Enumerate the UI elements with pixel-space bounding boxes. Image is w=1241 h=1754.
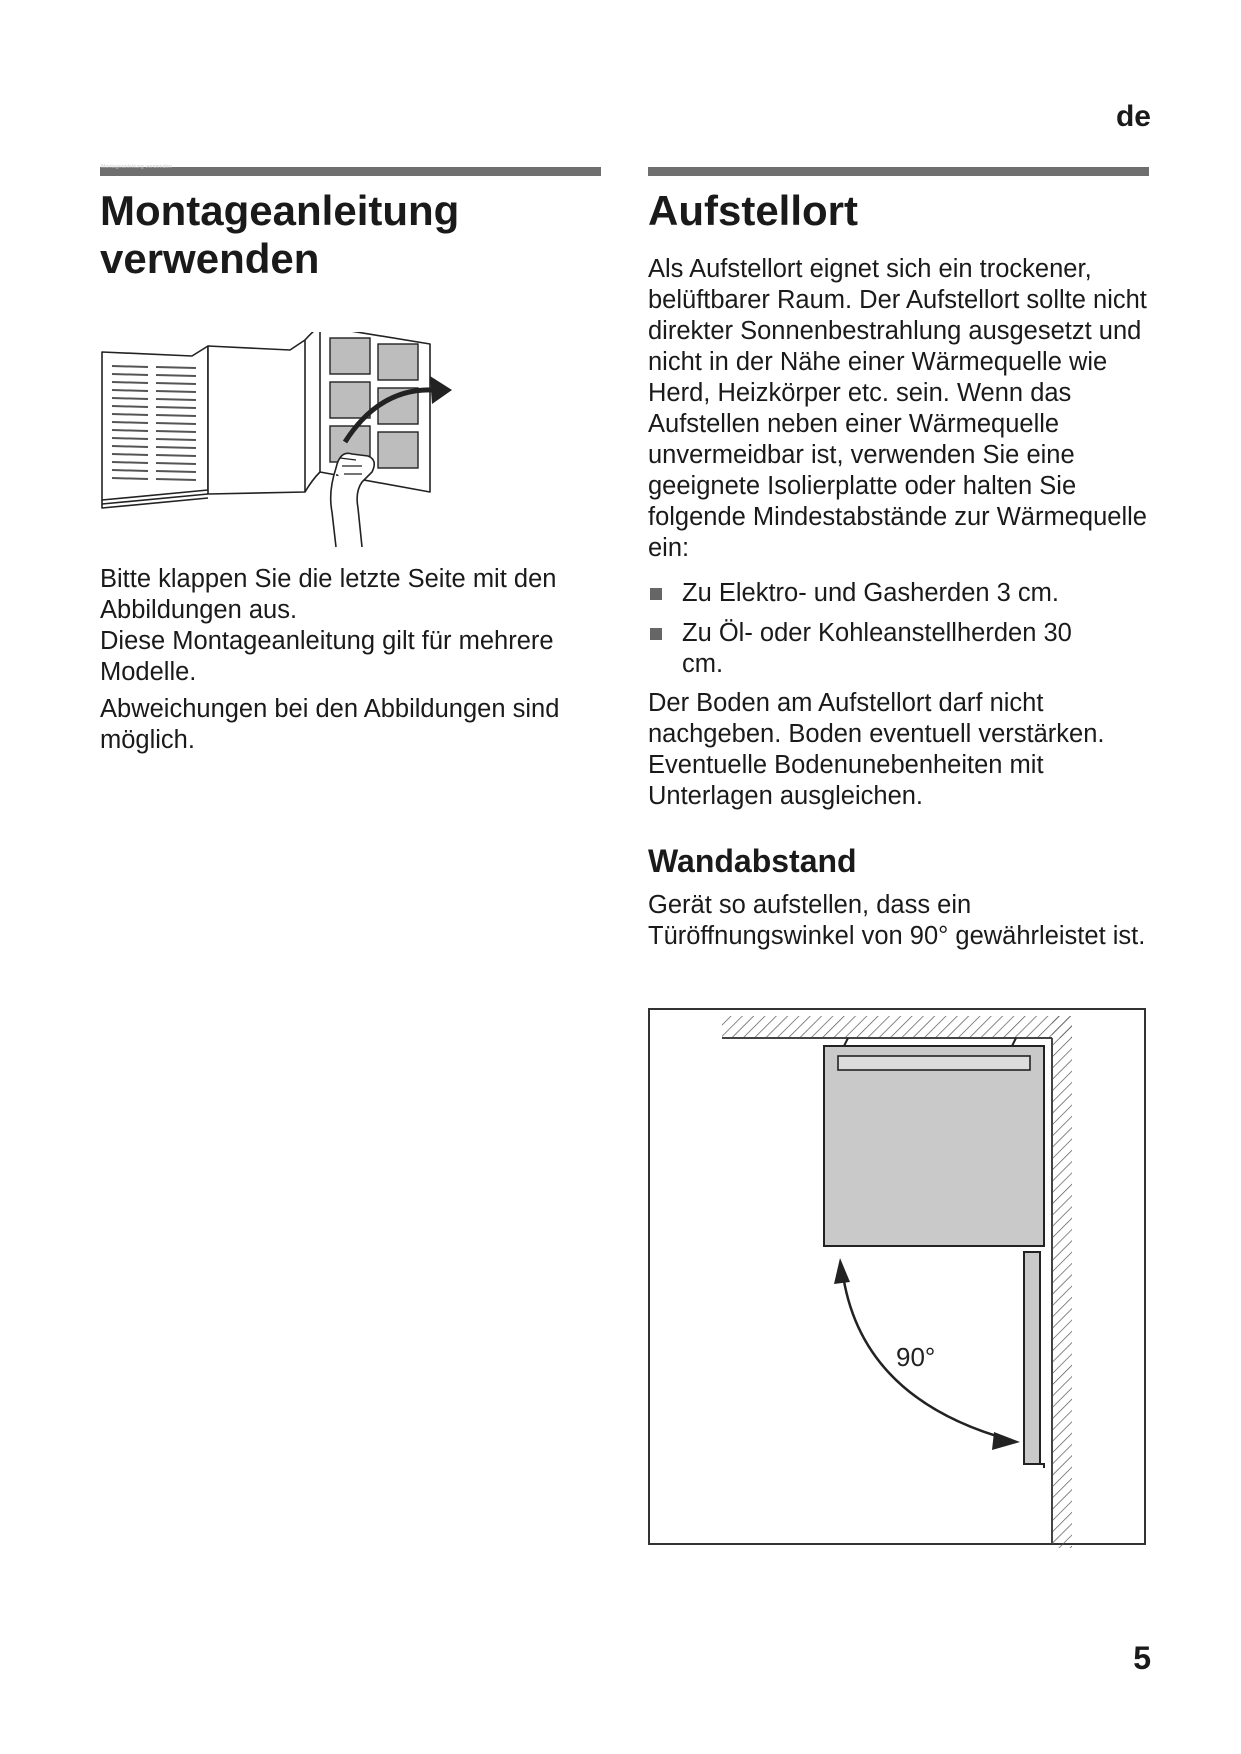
distance-list [648,578,1168,689]
fold-out-text: Bitte klappen Sie die letzte Seite mit den Abbildungen aus. [100,565,557,624]
list-item [648,618,1168,680]
book-foldout-illustration [100,332,480,572]
paragraph-location-intro: Als Aufstellort eignet sich ein trockener, belüftbarer Raum. Der Aufstellort sollte nicht direkter Sonnenbestrahlung ausgesetzt und nicht in der Nähe einer Wärmequelle wie Herd, Heizkörper etc. sein. Wenn das Aufstellen neben einer Wärmequelle unvermeidbar ist, verwenden Sie eine geeignete Isolierplatte oder halten Sie folgende Mindestabstände zur Wärmequelle ein: [648,255,1147,562]
section-title-montageanleitung: Montageanleitung verwenden [100,187,460,282]
paragraph-floor: Der Boden am Aufstellort darf nicht nachgeben. Boden eventuell verstärken. Eventuelle Bodenunebenheiten mit Unterlagen ausgleichen. [648,689,1105,810]
bullet-square-icon [650,628,662,640]
subheading-wandabstand: Wandabstand [648,843,857,879]
section-title-aufstellort: Aufstellort [648,187,858,234]
language-code: de [1115,100,1151,133]
paragraph-fold-out [100,564,600,688]
paragraph-wall-distance: Gerät so aufstellen, dass ein Türöffnungswinkel von 90° gewährleistet ist. [648,891,1146,950]
section-rule-left [100,167,601,176]
paragraph-deviations: Abweichungen bei den Abbildungen sind möglich. [100,695,560,754]
bullet-square-icon [650,588,662,600]
rule-tag: Montageanleitung verwenden [101,164,172,170]
page-number: 5 [1133,1640,1151,1676]
list-item-text: Zu Elektro- und Gasherden 3 cm. [682,579,1060,607]
list-item [648,578,1168,609]
door-opening-angle-diagram [648,1008,1146,1548]
multiple-models-text: Diese Montageanleitung gilt für mehrere Modelle. [100,627,554,686]
angle-label: 90° [896,1342,936,1372]
list-item-text: Zu Öl- oder Kohleanstellherden 30 cm. [682,619,1072,678]
section-rule-right [648,167,1149,176]
